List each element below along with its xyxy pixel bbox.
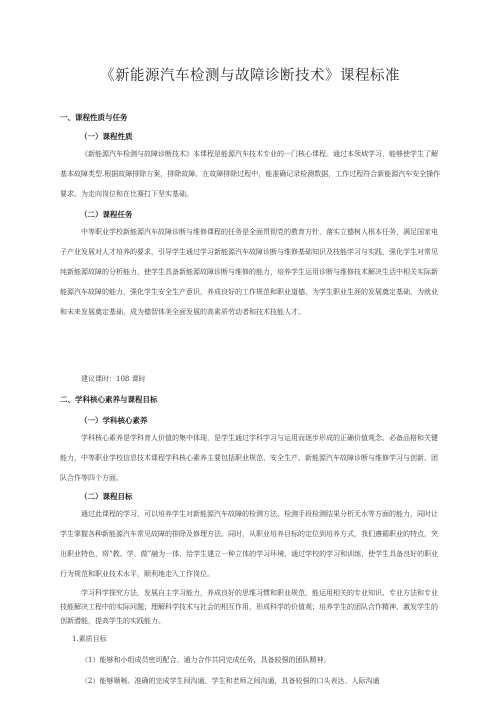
- section-heading-2: 二、学科核心素养与课程目标: [60, 395, 158, 404]
- goal-item-1: （1）能够和小组成员密切配合、通力合作共同完成任务，具备较强的团队精神。: [81, 656, 331, 664]
- section-heading-1: 一、课程性质与任务: [60, 113, 128, 122]
- paragraph-core-literacy: 学科核心素养是学科育人价值的集中体现，是学生通过学科学习与运用而逐步形成的正确价值观念、必备品格和关键能力，中等职业学校信息技术课程学科核心素养主要包括职业规范、安全生产、新能源汽车故障诊断与维修学习与创新、团队合作等四个方面。: [60, 434, 438, 482]
- subsection-heading-task: （二）课程任务: [80, 210, 133, 219]
- quality-goals-heading: 1.素质目标: [72, 635, 107, 643]
- subsection-heading-goals: （二）课程目标: [80, 492, 133, 501]
- document-title: 《新能源汽车检测与故障诊断技术》课程标准: [100, 68, 400, 84]
- goal-item-2: （2）能够顺畅、准确的完成学生间沟通、学生和老师之间沟通，具备较强的口头表达、人际沟通: [81, 677, 380, 685]
- paragraph-course-nature: 《新能源汽车检测与故障诊断技术》本课程是能源汽车技术专业的一门核心课程。通过本领域学习，能够使学生了解基本故障类型.根据故障排除方案，排除故障。在故障排除过程中，能准确记录检测数据，工作过程符合新能源汽车安全操作要求。为走向岗位和在比赛打下坚实基础。: [60, 150, 441, 198]
- suggested-hours: 建议课时：108 课时: [81, 375, 146, 383]
- paragraph-course-goals: 通过此课程的学习，可以培养学生对新能源汽车故障的检测方法、检测手段检测结果分析无水等方面的能力，同时让学生掌握各种新能源汽车常见故障的排除及修理方法。同时，从职业培养目标的定位到培养方式，我们遵循职业的特点，突出职业特色，将“教、学、做”融为一体，给学生建立一种立体的学习环境，通过学校的学习和训练，使学生具备良好的职业行为规范和职业技术水平，顺利地走入工作岗位。: [60, 510, 439, 578]
- paragraph-science-method: 学习科学探究方法，发展自主学习能力，养成良好的思维习惯和职业规范，能运用相关的专业知识、专业方法和专业技能解决工程中的实际问题；理解科学技术与社会的相互作用，形成科学的价值观；培养学生的团队合作精神，激发学生的创新潜能，提高学生的实践能力。: [60, 589, 438, 625]
- paragraph-course-task: 中等职业学校新能源汽车故障诊断与维修课程的任务是全面贯彻党的教育方针，落实立德树人根本任务，满足国家电子产业发展对人才培养的要求，引导学生通过学习新能源汽车故障诊断与维修基础知识及技能学习与实践，强化学生对常见纯新能源故障的分析能力，使学生具备新能源故障诊断与维修的能力，培养学生运用诊断与维修技术解决生活中相关实际新能源汽车故障的能力，强化学生安全生产意识，养成良好的工作规范和职业道德，为学生职业生涯的发展奠定基础，为就业和未来发展奠定基础，成为德智体美全面发展的高素质劳动者和技术技能人才。: [60, 228, 438, 316]
- subsection-heading-nature: （一）课程性质: [80, 132, 133, 141]
- subsection-heading-literacy: （一）学科核心素养: [80, 416, 148, 425]
